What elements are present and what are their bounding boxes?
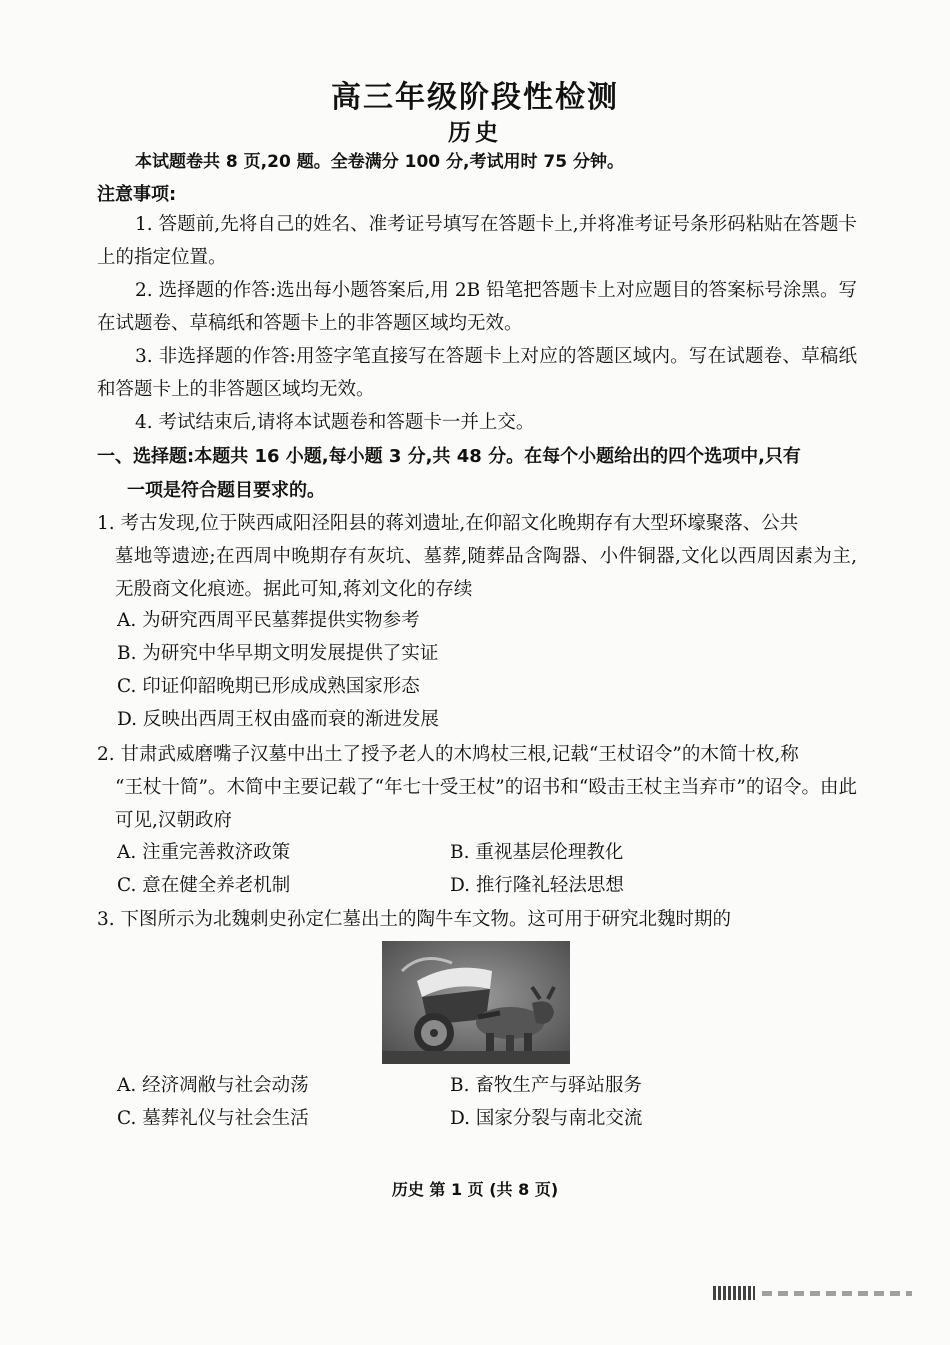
question-1-option-b: B. 为研究中华早期文明发展提供了实证 xyxy=(117,643,439,664)
pottery-ox-cart-photo xyxy=(382,941,570,1064)
question-3-option-c: C. 墓葬礼仪与社会生活 xyxy=(117,1108,309,1129)
question-1-stem xyxy=(97,507,857,606)
notice-item-4: 4. 考试结束后,请将本试题卷和答题卡一并上交。 xyxy=(135,412,535,433)
ox-cart-image xyxy=(382,941,570,1064)
question-3-stem xyxy=(97,903,857,936)
question-1-option-c: C. 印证仰韶晚期已形成成熟国家形态 xyxy=(117,676,420,697)
notice-item-3: 3. 非选择题的作答:用签字笔直接写在答题卡上对应的答题区域内。写在试题卷、草稿纸和答题卡上的非答题区域均无效。 xyxy=(97,346,857,400)
question-2-stem xyxy=(97,738,857,837)
question-3-stem-first: 3. 下图所示为北魏刺史孙定仁墓出土的陶牛车文物。这可用于研究北魏时期的 xyxy=(97,909,732,930)
question-2-option-b: B. 重视基层伦理教化 xyxy=(450,842,624,863)
notice-item-1: 1. 答题前,先将自己的姓名、准考证号填写在答题卡上,并将准考证号条形码粘贴在答题卡上的指定位置。 xyxy=(97,214,857,268)
question-3-option-d: D. 国家分裂与南北交流 xyxy=(450,1108,643,1129)
section-heading xyxy=(97,440,857,508)
question-3-option-a: A. 经济凋敝与社会动荡 xyxy=(117,1075,309,1096)
question-2-option-c: C. 意在健全养老机制 xyxy=(117,875,291,896)
question-1-stem-rest: 墓地等遗迹;在西周中晚期存有灰坑、墓葬,随葬品含陶器、小件铜器,文化以西周因素为主,无殷商文化痕迹。据此可知,蒋刘文化的存续 xyxy=(115,546,857,600)
watermark-strip xyxy=(762,1291,912,1296)
section-heading-line2: 一项是符合题目要求的。 xyxy=(127,480,325,501)
section-heading-line1: 一、选择题:本题共 16 小题,每小题 3 分,共 48 分。在每个小题给出的四个选项中,只有 xyxy=(97,446,801,467)
subject-title: 历史 xyxy=(448,120,502,146)
question-2-stem-rest: “王杖十简”。木简中主要记载了“年七十受王杖”的诏书和“殴击王杖主当弃市”的诏令。由此可见,汉朝政府 xyxy=(115,777,857,831)
question-2-option-a: A. 注重完善救济政策 xyxy=(117,842,291,863)
page-footer: 历史 第 1 页 (共 8 页) xyxy=(391,1180,559,1199)
exam-title: 高三年级阶段性检测 xyxy=(331,80,619,115)
qr-code-icon xyxy=(713,1286,755,1300)
notice-heading: 注意事项: xyxy=(97,184,177,205)
question-2-stem-first: 2. 甘肃武威磨嘴子汉墓中出土了授予老人的木鸠杖三根,记载“王杖诏令”的木简十枚,称 xyxy=(97,744,799,765)
question-1-stem-first: 1. 考古发现,位于陕西咸阳泾阳县的蒋刘遗址,在仰韶文化晚期存有大型环壕聚落、公共 xyxy=(97,513,799,534)
question-1-option-a: A. 为研究西周平民墓葬提供实物参考 xyxy=(117,610,420,631)
exam-intro: 本试题卷共 8 页,20 题。全卷满分 100 分,考试用时 75 分钟。 xyxy=(135,152,624,172)
notice-item-2: 2. 选择题的作答:选出每小题答案后,用 2B 铅笔把答题卡上对应题目的答案标号涂黑。写在试题卷、草稿纸和答题卡上的非答题区域均无效。 xyxy=(97,280,857,334)
question-3-option-b: B. 畜牧生产与驿站服务 xyxy=(450,1075,642,1096)
question-2-option-d: D. 推行隆礼轻法思想 xyxy=(450,875,624,896)
question-1-option-d: D. 反映出西周王权由盛而衰的渐进发展 xyxy=(117,709,439,730)
